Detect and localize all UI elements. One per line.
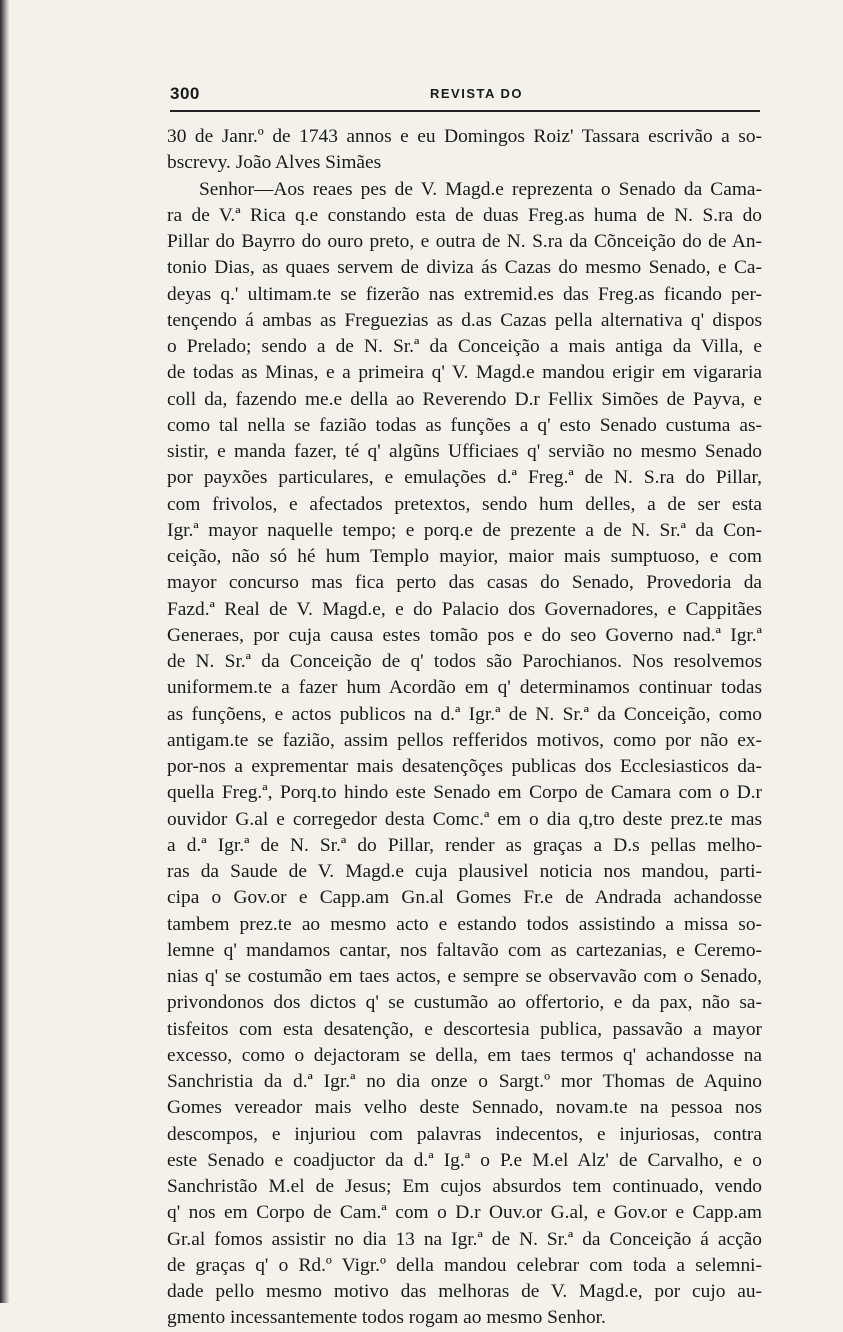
text-line: o Prelado; sendo a de N. Sr.ª da Conceição a mais antiga da Villa, e (167, 336, 762, 357)
text-line: uniformem.te a fazer hum Acordão em q' determinamos continuar todas (167, 677, 762, 699)
text-line: gmento incessantemente todos rogam ao mesmo Senhor. (167, 1307, 606, 1329)
text-line: Sanchristia da d.ª Igr.ª no dia onze o Sargt.º mor Thomas de Aquino (167, 1071, 762, 1092)
text-line: lemne q' mandamos cantar, nos faltavão com as cartezanias, e Ceremo- (167, 939, 762, 961)
text-line: 30 de Janr.º de 1743 annos e eu Domingos Roiz' Tassara escrivão a so- (167, 126, 762, 147)
text-line: de todas as Minas, e a primeira q' V. Magd.e mandou erigir em vigararia (167, 362, 762, 384)
text-line: dade pello mesmo motivo das melhoras de V. Magd.e, por cujo au- (167, 1281, 762, 1302)
running-title: REVISTA DO (430, 86, 524, 101)
text-line: mayor concurso mas fica perto das casas do Senado, Provedoria da (167, 572, 762, 594)
text-line: Generaes, por cuja causa estes tomão pos e do seo Governo nad.ª Igr.ª (167, 624, 762, 646)
text-line: Fazd.ª Real de V. Magd.e, e do Palacio dos Governadores, e Cappitães (167, 598, 762, 620)
text-line: tambem prez.te ao mesmo acto e estando todos assistindo a missa so- (167, 913, 762, 935)
text-line: Senhor—Aos reaes pes de V. Magd.e reprezenta o Senado da Cama- (199, 178, 762, 200)
text-line: Pillar do Bayrro do ouro preto, e outra de N. S.ra da Cõnceição do de An- (167, 231, 762, 252)
text-line: Sanchristão M.el de Jesus; Em cujos absurdos tem continuado, vendo (167, 1176, 762, 1197)
text-line: sistir, e manda fazer, té q' algũns Ufficiaes q' servião no mesmo Senado (167, 441, 762, 462)
text-line: deyas q.' ultimam.te se fizerão nas extremid.es das Freg.as ficando per- (167, 283, 762, 305)
text-line: ra de V.ª Rica q.e constando esta de duas Freg.as huma de N. S.ra do (167, 204, 762, 226)
text-line: bscrevy. João Alves Simães (167, 152, 382, 174)
document-body (167, 124, 762, 1332)
text-line: com frivolos, e afectados pretextos, sendo hum delles, a de ser esta (167, 493, 762, 515)
text-line: antigam.te se fazião, assim pellos refferidos motivos, como por não ex- (167, 729, 762, 751)
text-line: Igr.ª mayor naquelle tempo; e porq.e de prezente a de N. Sr.ª da Con- (167, 519, 762, 541)
text-line: ceição, não só hé hum Templo mayior, maior mais sumptuoso, e com (167, 546, 762, 567)
text-line: q' nos em Corpo de Cam.ª com o D.r Ouv.or G.al, e Gov.or e Capp.am (167, 1202, 762, 1224)
text-line: a d.ª Igr.ª de N. Sr.ª do Pillar, render as graças a D.s pellas melho- (167, 834, 762, 856)
text-line: tisfeitos com esta desatenção, e descortesia publica, passavão a mayor (167, 1018, 762, 1040)
text-line: tonio Dias, as quaes servem de diviza ás Cazas do mesmo Senado, e Ca- (167, 257, 762, 279)
text-line: por-nos a exprementar mais desatençõçes publicas dos Ecclesiasticos da- (167, 756, 762, 777)
page-binding-edge (0, 0, 10, 1303)
text-line: de graças q' o Rd.º Vigr.º della mandou celebrar com toda a selemni- (167, 1254, 762, 1276)
text-line: Gr.al fomos assistir no dia 13 na Igr.ª de N. Sr.ª da Conceição á acção (167, 1228, 762, 1250)
header-rule (170, 110, 760, 112)
page-number: 300 (170, 84, 200, 103)
text-line: ras da Saude de V. Magd.e cuja plausivel noticia nos mandou, parti- (167, 861, 762, 882)
text-line: coll da, fazendo me.e della ao Reverendo D.r Fellix Simões de Payva, e (167, 388, 762, 410)
page-header (170, 80, 760, 110)
text-line: este Senado e coadjuctor da d.ª Ig.ª o P.e M.el Alz' de Carvalho, e o (167, 1149, 762, 1171)
text-line: por payxões particulares, e emulações d.ª Freg.ª de N. S.ra do Pillar, (167, 467, 762, 489)
text-line: as funçõens, e actos publicos na d.ª Igr.ª de N. Sr.ª da Conceição, como (167, 703, 762, 725)
text-line: cipa o Gov.or e Capp.am Gn.al Gomes Fr.e de Andrada achandosse (167, 887, 762, 909)
text-line: nias q' se costumão em taes actos, e sempre se observavão com o Senado, (167, 966, 762, 987)
text-line: privondonos dos dictos q' se custumão ao offertorio, e da pax, não sa- (167, 992, 762, 1014)
text-line: excesso, como o dejactoram se della, em taes termos q' achandosse na (167, 1044, 762, 1066)
text-line: de N. Sr.ª da Conceição de q' todos são Parochianos. Nos resolvemos (167, 651, 762, 672)
text-line: quella Freg.ª, Porq.to hindo este Senado em Corpo de Camara com o D.r (167, 782, 762, 804)
text-line: descompos, e injuriou com palavras indecentos, e injuriosas, contra (167, 1123, 762, 1145)
text-line: como tal nella se fazião todas as funções a q' esto Senado custuma as- (167, 414, 762, 436)
text-line: ouvidor G.al e corregedor desta Comc.ª em o dia q,tro deste prez.te mas (167, 808, 762, 830)
text-line: tençendo á ambas as Freguezias as d.as Cazas pella alternativa q' dispos (167, 309, 762, 331)
text-line: Gomes vereador mais velho deste Sennado, novam.te na pessoa nos (167, 1097, 762, 1119)
